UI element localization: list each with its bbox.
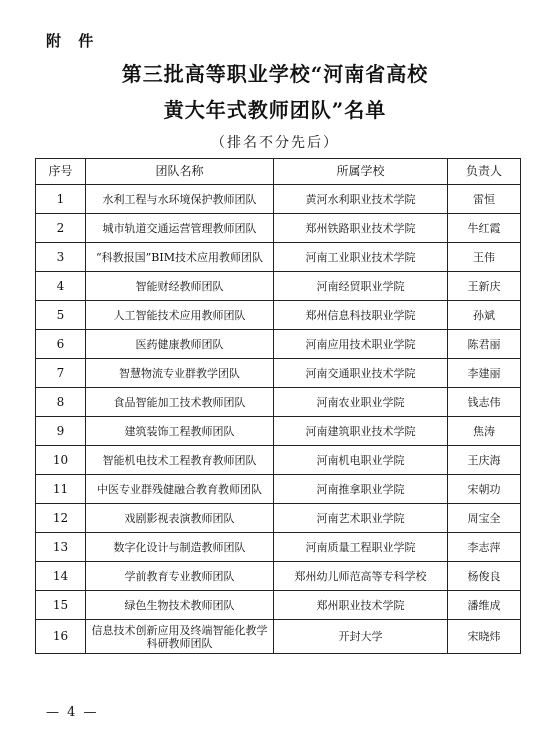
row-number: 13 xyxy=(36,533,86,562)
leader-name: 王庆海 xyxy=(448,446,521,475)
column-header-number: 序号 xyxy=(36,159,86,185)
table-row xyxy=(36,214,521,243)
leader-name: 王新庆 xyxy=(448,272,521,301)
table-row xyxy=(36,591,521,620)
row-number: 2 xyxy=(36,214,86,243)
column-header-school: 所属学校 xyxy=(274,159,448,185)
team-name: “科教报国”BIM技术应用教师团队 xyxy=(86,243,274,272)
team-name: 医药健康教师团队 xyxy=(86,330,274,359)
row-number: 5 xyxy=(36,301,86,330)
row-number: 12 xyxy=(36,504,86,533)
school-name: 河南建筑职业技术学院 xyxy=(274,417,448,446)
table-row xyxy=(36,388,521,417)
team-name: 建筑装饰工程教师团队 xyxy=(86,417,274,446)
table-row xyxy=(36,301,521,330)
row-number: 1 xyxy=(36,185,86,214)
school-name: 郑州职业技术学院 xyxy=(274,591,448,620)
school-name: 开封大学 xyxy=(274,620,448,654)
table-row xyxy=(36,330,521,359)
school-name: 黄河水利职业技术学院 xyxy=(274,185,448,214)
table-row xyxy=(36,243,521,272)
school-name: 河南农业职业学院 xyxy=(274,388,448,417)
row-number: 16 xyxy=(36,620,86,654)
school-name: 河南质量工程职业学院 xyxy=(274,533,448,562)
row-number: 6 xyxy=(36,330,86,359)
team-name: 戏剧影视表演教师团队 xyxy=(86,504,274,533)
table-header-row xyxy=(36,159,521,185)
column-header-leader: 负责人 xyxy=(448,159,521,185)
school-name: 河南艺术职业学院 xyxy=(274,504,448,533)
leader-name: 潘维成 xyxy=(448,591,521,620)
row-number: 7 xyxy=(36,359,86,388)
table-row xyxy=(36,272,521,301)
school-name: 郑州铁路职业技术学院 xyxy=(274,214,448,243)
row-number: 10 xyxy=(36,446,86,475)
leader-name: 雷恒 xyxy=(448,185,521,214)
page-number: — 4 — xyxy=(46,705,99,720)
table-row xyxy=(36,359,521,388)
document-title-line-2: 黄大年式教师团队”名单 xyxy=(163,98,387,122)
document-subtitle: （排名不分先后） xyxy=(211,135,339,151)
school-name: 河南机电职业学院 xyxy=(274,446,448,475)
table-body xyxy=(36,185,521,654)
row-number: 11 xyxy=(36,475,86,504)
leader-name: 牛红霞 xyxy=(448,214,521,243)
row-number: 14 xyxy=(36,562,86,591)
team-list-table xyxy=(35,158,521,654)
leader-name: 李志萍 xyxy=(448,533,521,562)
team-name: 智能机电技术工程教育教师团队 xyxy=(86,446,274,475)
leader-name: 周宝全 xyxy=(448,504,521,533)
row-number: 4 xyxy=(36,272,86,301)
table-row xyxy=(36,446,521,475)
team-name: 水利工程与水环境保护教师团队 xyxy=(86,185,274,214)
column-header-team: 团队名称 xyxy=(86,159,274,185)
row-number: 8 xyxy=(36,388,86,417)
school-name: 河南推拿职业学院 xyxy=(274,475,448,504)
school-name: 河南经贸职业学院 xyxy=(274,272,448,301)
leader-name: 杨俊良 xyxy=(448,562,521,591)
school-name: 郑州幼儿师范高等专科学校 xyxy=(274,562,448,591)
row-number: 15 xyxy=(36,591,86,620)
leader-name: 王伟 xyxy=(448,243,521,272)
school-name: 河南工业职业技术学院 xyxy=(274,243,448,272)
table-row xyxy=(36,533,521,562)
row-number: 9 xyxy=(36,417,86,446)
team-name: 信息技术创新应用及终端智能化教学科研教师团队 xyxy=(86,620,274,654)
document-title-line-1: 第三批高等职业学校“河南省高校 xyxy=(121,62,429,86)
team-name: 数字化设计与制造教师团队 xyxy=(86,533,274,562)
leader-name: 钱志伟 xyxy=(448,388,521,417)
leader-name: 陈君丽 xyxy=(448,330,521,359)
table-row xyxy=(36,417,521,446)
team-name: 中医专业群残健融合教育教师团队 xyxy=(86,475,274,504)
leader-name: 李建丽 xyxy=(448,359,521,388)
team-name: 城市轨道交通运营管理教师团队 xyxy=(86,214,274,243)
school-name: 河南应用技术职业学院 xyxy=(274,330,448,359)
team-name: 绿色生物技术教师团队 xyxy=(86,591,274,620)
team-name: 食品智能加工技术教师团队 xyxy=(86,388,274,417)
table-row xyxy=(36,475,521,504)
team-name: 学前教育专业教师团队 xyxy=(86,562,274,591)
leader-name: 焦涛 xyxy=(448,417,521,446)
team-name: 智能财经教师团队 xyxy=(86,272,274,301)
table-row xyxy=(36,620,521,654)
table-row xyxy=(36,185,521,214)
table-row xyxy=(36,562,521,591)
school-name: 郑州信息科技职业学院 xyxy=(274,301,448,330)
team-name: 智慧物流专业群教学团队 xyxy=(86,359,274,388)
team-name: 人工智能技术应用教师团队 xyxy=(86,301,274,330)
school-name: 河南交通职业技术学院 xyxy=(274,359,448,388)
leader-name: 孙斌 xyxy=(448,301,521,330)
leader-name: 宋朝功 xyxy=(448,475,521,504)
leader-name: 宋晓炜 xyxy=(448,620,521,654)
attachment-label: 附 件 xyxy=(46,32,100,50)
row-number: 3 xyxy=(36,243,86,272)
table-row xyxy=(36,504,521,533)
